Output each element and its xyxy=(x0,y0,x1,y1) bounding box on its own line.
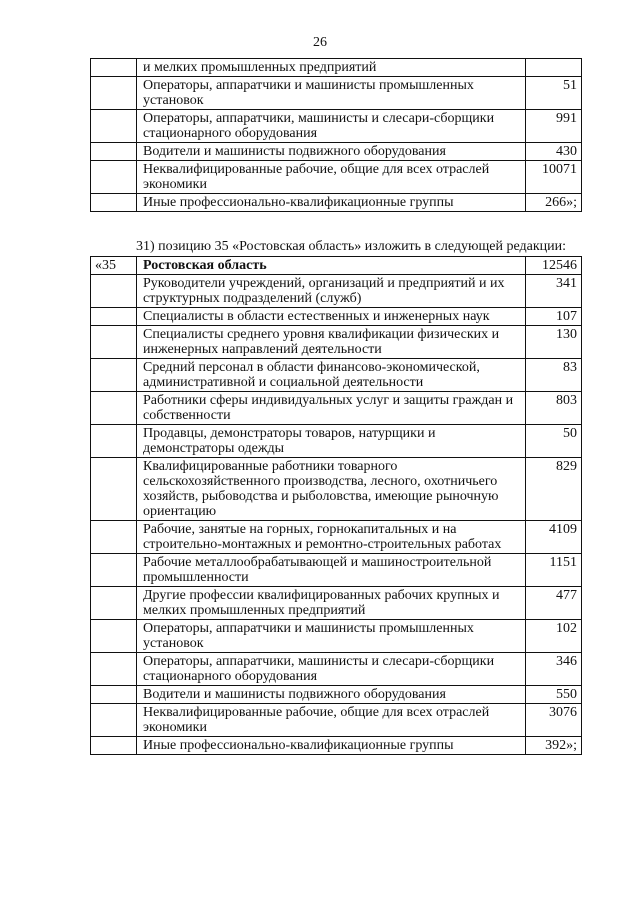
code-cell xyxy=(91,425,137,458)
code-cell xyxy=(91,308,137,326)
occupation-cell: Операторы, аппаратчики и машинисты промышленных установок xyxy=(137,620,526,653)
occupation-cell: Операторы, аппаратчики, машинисты и слесари-сборщики стационарного оборудования xyxy=(137,110,526,143)
occupation-cell: и мелких промышленных предприятий xyxy=(137,59,526,77)
value-cell: 550 xyxy=(526,686,582,704)
value-cell: 12546 xyxy=(526,257,582,275)
value-cell: 392»; xyxy=(526,737,582,755)
value-cell: 1151 xyxy=(526,554,582,587)
code-cell xyxy=(91,77,137,110)
code-cell xyxy=(91,59,137,77)
occupation-cell: Специалисты среднего уровня квалификации физических и инженерных направлений деятельности xyxy=(137,326,526,359)
occupation-cell: Операторы, аппаратчики, машинисты и слесари-сборщики стационарного оборудования xyxy=(137,653,526,686)
code-cell xyxy=(91,161,137,194)
value-cell: 991 xyxy=(526,110,582,143)
table-row xyxy=(91,620,582,653)
table-row xyxy=(91,554,582,587)
code-cell xyxy=(91,521,137,554)
table-row xyxy=(91,704,582,737)
occupation-cell: Неквалифицированные рабочие, общие для всех отраслей экономики xyxy=(137,161,526,194)
value-cell: 10071 xyxy=(526,161,582,194)
table-row xyxy=(91,257,582,275)
table-row xyxy=(91,521,582,554)
value-cell: 341 xyxy=(526,275,582,308)
table-row xyxy=(91,326,582,359)
table-row xyxy=(91,587,582,620)
code-cell xyxy=(91,620,137,653)
table-rostov xyxy=(90,256,582,755)
table-row xyxy=(91,686,582,704)
code-cell xyxy=(91,359,137,392)
occupation-cell: Неквалифицированные рабочие, общие для всех отраслей экономики xyxy=(137,704,526,737)
table-row xyxy=(91,458,582,521)
code-cell xyxy=(91,737,137,755)
page-number: 26 xyxy=(313,35,327,50)
table-row xyxy=(91,653,582,686)
code-cell xyxy=(91,194,137,212)
table-row xyxy=(91,275,582,308)
table-row xyxy=(91,110,582,143)
table-row xyxy=(91,359,582,392)
table-row xyxy=(91,425,582,458)
occupation-cell: Рабочие металлообрабатывающей и машиностроительной промышленности xyxy=(137,554,526,587)
value-cell: 829 xyxy=(526,458,582,521)
occupation-cell: Руководители учреждений, организаций и предприятий и их структурных подразделений (служб) xyxy=(137,275,526,308)
code-cell xyxy=(91,392,137,425)
table-row xyxy=(91,143,582,161)
region-name-cell: Ростовская область xyxy=(137,257,526,275)
occupation-cell: Иные профессионально-квалификационные группы xyxy=(137,194,526,212)
code-cell: «35 xyxy=(91,257,137,275)
occupation-cell: Работники сферы индивидуальных услуг и защиты граждан и собственности xyxy=(137,392,526,425)
occupation-cell: Иные профессионально-квалификационные группы xyxy=(137,737,526,755)
code-cell xyxy=(91,458,137,521)
instruction-text: 31) позицию 35 «Ростовская область» изложить в следующей редакции: xyxy=(136,239,567,254)
table-row xyxy=(91,737,582,755)
table-row xyxy=(91,59,582,77)
value-cell: 477 xyxy=(526,587,582,620)
occupation-cell: Специалисты в области естественных и инженерных наук xyxy=(137,308,526,326)
occupation-cell: Водители и машинисты подвижного оборудования xyxy=(137,143,526,161)
value-cell: 346 xyxy=(526,653,582,686)
value-cell: 83 xyxy=(526,359,582,392)
value-cell xyxy=(526,59,582,77)
table-row xyxy=(91,77,582,110)
occupation-cell: Водители и машинисты подвижного оборудования xyxy=(137,686,526,704)
occupation-cell: Другие профессии квалифицированных рабочих крупных и мелких промышленных предприятий xyxy=(137,587,526,620)
occupation-cell: Квалифицированные работники товарного сельскохозяйственного производства, лесного, охотничьего хозяйств, рыбоводства и рыболовства, имеющие рыночную ориентацию xyxy=(137,458,526,521)
occupation-cell: Операторы, аппаратчики и машинисты промышленных установок xyxy=(137,77,526,110)
value-cell: 3076 xyxy=(526,704,582,737)
value-cell: 266»; xyxy=(526,194,582,212)
table-row xyxy=(91,392,582,425)
code-cell xyxy=(91,704,137,737)
code-cell xyxy=(91,326,137,359)
value-cell: 50 xyxy=(526,425,582,458)
value-cell: 51 xyxy=(526,77,582,110)
table-row xyxy=(91,194,582,212)
value-cell: 430 xyxy=(526,143,582,161)
code-cell xyxy=(91,587,137,620)
code-cell xyxy=(91,653,137,686)
table-row xyxy=(91,161,582,194)
occupation-cell: Средний персонал в области финансово-экономической, административной и социальной деятельности xyxy=(137,359,526,392)
value-cell: 130 xyxy=(526,326,582,359)
code-cell xyxy=(91,275,137,308)
code-cell xyxy=(91,143,137,161)
code-cell xyxy=(91,686,137,704)
occupation-cell: Продавцы, демонстраторы товаров, натурщики и демонстраторы одежды xyxy=(137,425,526,458)
value-cell: 107 xyxy=(526,308,582,326)
code-cell xyxy=(91,110,137,143)
table-row xyxy=(91,308,582,326)
occupation-cell: Рабочие, занятые на горных, горнокапитальных и на строительно-монтажных и ремонтно-строительных работах xyxy=(137,521,526,554)
value-cell: 803 xyxy=(526,392,582,425)
value-cell: 4109 xyxy=(526,521,582,554)
value-cell: 102 xyxy=(526,620,582,653)
table-continuation xyxy=(90,58,582,212)
code-cell xyxy=(91,554,137,587)
